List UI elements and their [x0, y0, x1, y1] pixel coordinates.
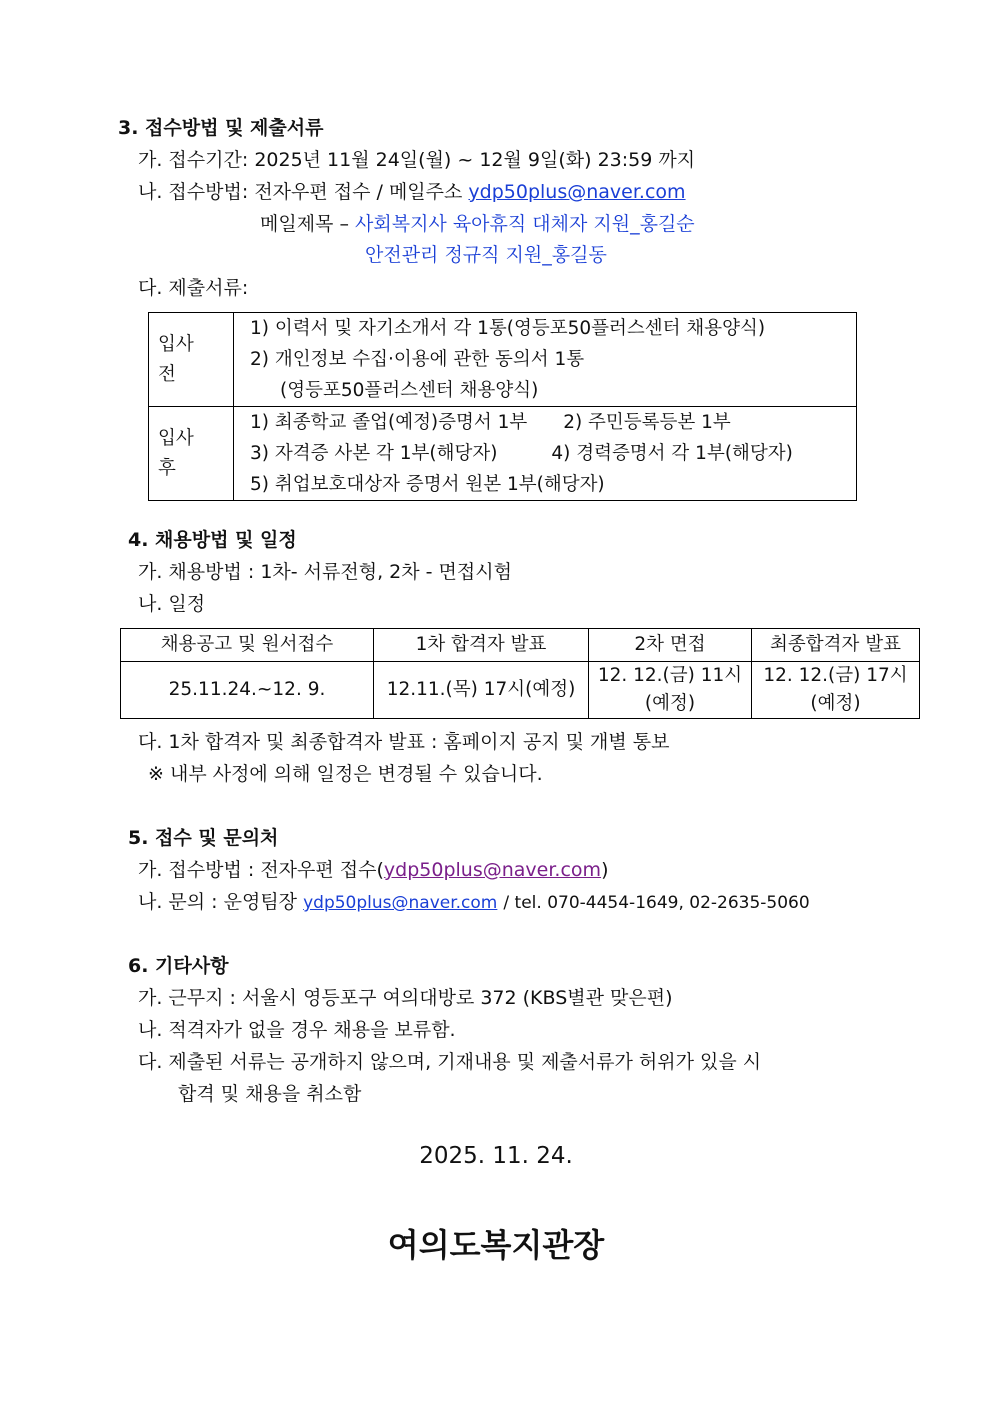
before-items [234, 313, 857, 407]
false-docs-notice-cont: 합격 및 채용을 취소함 [178, 1083, 362, 1105]
table-header-row [121, 629, 920, 662]
hold-notice: 나. 적격자가 없을 경우 채용을 보류함. [138, 1019, 456, 1041]
category-after: 입사 후 [149, 407, 234, 501]
method-value: 전자우편 접수 / 메일주소 [254, 181, 463, 203]
table-row [149, 407, 857, 501]
document-date: 2025. 11. 24. [419, 1143, 573, 1169]
list-item-row [250, 407, 856, 438]
schedule-label: 나. 일정 [138, 593, 206, 615]
category-before: 입사 전 [149, 313, 234, 407]
column-header: 최종합격자 발표 [752, 629, 920, 662]
apply-method-text: 가. 접수방법 : 전자우편 접수( [138, 859, 384, 881]
subject-example-2: 안전관리 정규직 지원_홍길동 [365, 244, 607, 266]
table-cell: 12. 12.(금) 11시 (예정) [589, 662, 752, 719]
contact-phone: / tel. 070-4454-1649, 02-2635-5060 [503, 893, 810, 913]
table-row [121, 662, 920, 719]
contact-text: 나. 문의 : 운영팀장 [138, 891, 298, 913]
subject-label: 메일제목 – [260, 213, 349, 235]
section-6-title: 6. 기타사항 [128, 955, 229, 977]
after-items [234, 407, 857, 501]
table-cell: 25.11.24.~12. 9. [121, 662, 374, 719]
schedule-table [120, 628, 920, 719]
section-4-title: 4. 채용방법 및 일정 [128, 529, 297, 551]
announcement-notice: 다. 1차 합격자 및 최종합격자 발표 : 홈페이지 공지 및 개별 통보 [138, 731, 670, 753]
apply-method-suffix: ) [601, 859, 609, 881]
method-line [138, 179, 686, 205]
list-item: 3) 자격증 사본 각 1부(해당자) [250, 443, 498, 464]
period-line [138, 147, 695, 173]
false-docs-notice: 다. 제출된 서류는 공개하지 않으며, 기재내용 및 제출서류가 허위가 있을 시 [138, 1051, 762, 1073]
table-cell: 12. 12.(금) 17시 (예정) [752, 662, 920, 719]
recruit-method: 가. 채용방법 : 1차- 서류전형, 2차 - 면접시험 [138, 561, 512, 583]
email-link[interactable]: ydp50plus@naver.com [468, 181, 686, 203]
section-5-title: 5. 접수 및 문의처 [128, 827, 279, 849]
list-item: 2) 주민등록등본 1부 [563, 412, 731, 433]
period-value: 2025년 11월 24일(월) ~ 12월 9일(화) 23:59 까지 [254, 149, 696, 171]
subject-line-1 [260, 211, 695, 237]
contact-email-link[interactable]: ydp50plus@naver.com [303, 893, 498, 913]
contact-line [138, 889, 810, 916]
issuer-name: 여의도복지관장 [387, 1226, 605, 1264]
documents-table [148, 312, 857, 501]
column-header: 2차 면접 [589, 629, 752, 662]
list-item: 2) 개인정보 수집·이용에 관한 동의서 1통 [250, 349, 585, 370]
apply-email-link[interactable]: ydp50plus@naver.com [383, 859, 602, 881]
table-row [149, 313, 857, 407]
section-3-title: 3. 접수방법 및 제출서류 [118, 117, 324, 139]
list-item: 4) 경력증명서 각 1부(해당자) [551, 443, 793, 464]
apply-method-line [138, 857, 608, 883]
subject-example-1: 사회복지사 육아휴직 대체자 지원_홍길순 [355, 213, 695, 235]
list-item-row [250, 438, 856, 469]
method-label: 나. 접수방법: [138, 181, 249, 203]
period-label: 가. 접수기간: [138, 149, 249, 171]
workplace: 가. 근무지 : 서울시 영등포구 여의대방로 372 (KBS별관 맞은편) [138, 987, 673, 1009]
list-item: 1) 이력서 및 자기소개서 각 1통(영등포50플러스센터 채용양식) [250, 318, 766, 339]
list-item: 5) 취업보호대상자 증명서 원본 1부(해당자) [250, 474, 605, 495]
schedule-change-note: ※ 내부 사정에 의해 일정은 변경될 수 있습니다. [148, 763, 543, 785]
column-header: 1차 합격자 발표 [374, 629, 589, 662]
table-cell: 12.11.(목) 17시(예정) [374, 662, 589, 719]
list-item: (영등포50플러스센터 채용양식) [280, 380, 539, 401]
column-header: 채용공고 및 원서접수 [121, 629, 374, 662]
docs-label: 다. 제출서류: [138, 277, 249, 299]
list-item: 1) 최종학교 졸업(예정)증명서 1부 [250, 412, 528, 433]
